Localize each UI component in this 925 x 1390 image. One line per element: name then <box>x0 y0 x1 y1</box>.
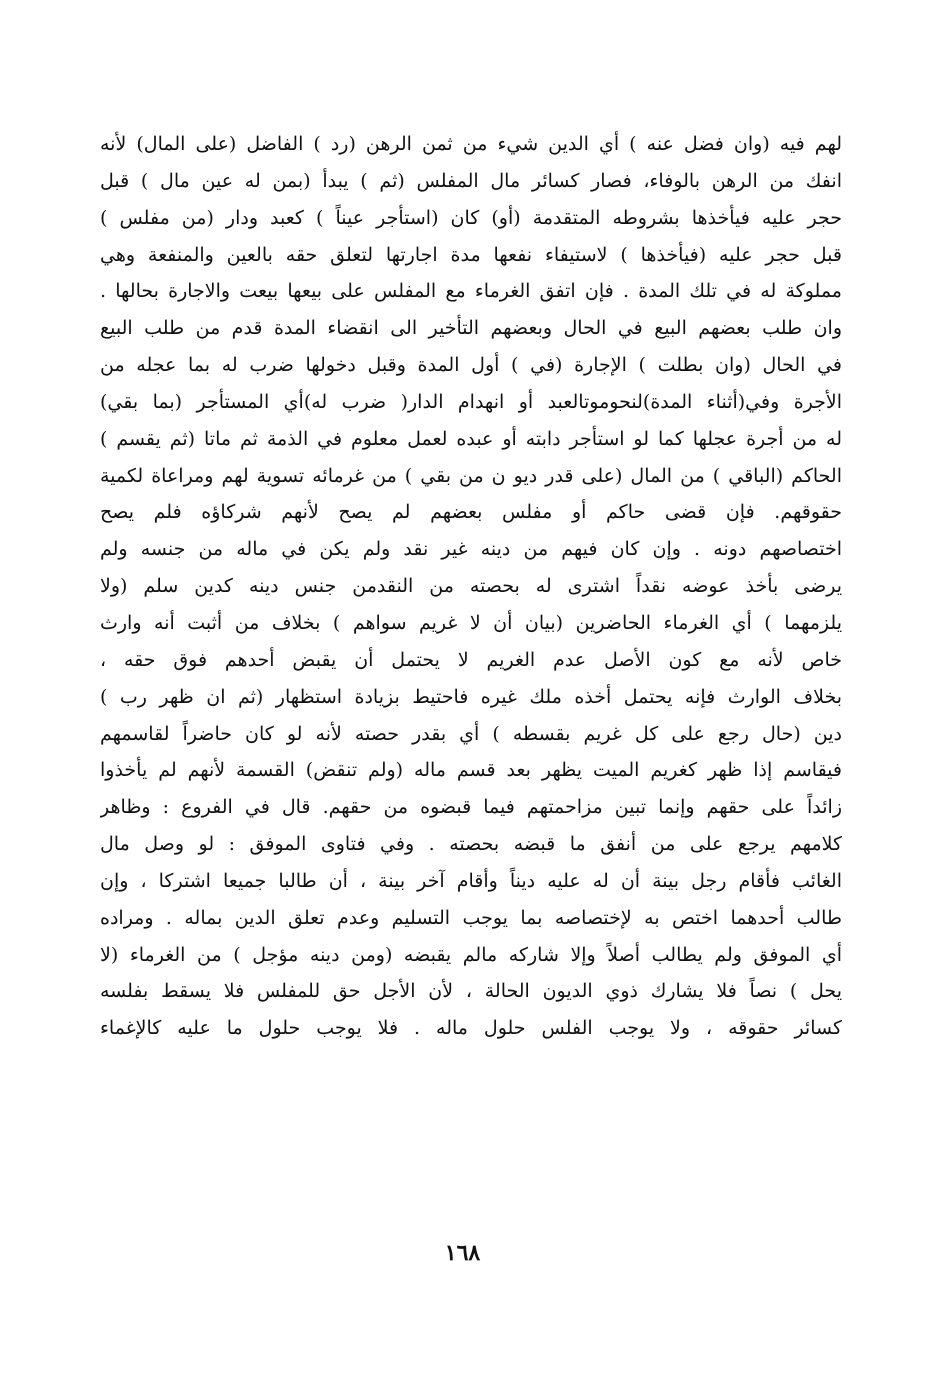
text-line: مملوكة له في تلك المدة . فإن اتفق الغرماء مع المفلس على بيعها بيعت والاجارة بحالها . <box>100 280 842 303</box>
text-line: وان طلب بعضهم البيع في الحال وبعضهم التأخير الى انقضاء المدة قدم من طلب البيع <box>100 317 842 340</box>
text-line: خاص لأنه مع كون الأصل عدم الغريم لا يحتمل أن يقبض أحدهم فوق حقه ، <box>100 648 842 671</box>
page-number: ١٦٨ <box>444 1240 481 1266</box>
text-line: اختصاصهم دونه . وإن كان فيهم من دينه غير نقد ولم يكن في ماله من جنسه ولم <box>100 538 842 561</box>
text-line: فيقاسم إذا ظهر كغريم الميت يظهر بعد قسم ماله (ولم تنقض) القسمة لأنهم لم يأخذوا <box>100 759 842 782</box>
body-text <box>100 126 842 1047</box>
text-line: الأجرة وفي(أثناء المدة)لنحوموتالعبد أو انهدام الدار( ضرب له)أي المستأجر (بما بقي) <box>100 390 842 413</box>
text-line: في الحال (وان بطلت ) الإجارة (في ) أول المدة وقبل دخولها ضرب له بما عجله من <box>100 354 842 377</box>
text-line: الحاكم (الباقي ) من المال (على قدر ديو ن من بقي ) من غرمائه تسوية لهم ومراعاة لكمية <box>100 464 842 487</box>
text-line: كلامهم يرجع على من أنفق ما قبضه بحصته . وفي فتاوى الموفق : لو وصل مال <box>100 833 842 856</box>
text-line: حجر عليه فيأخذها بشروطه المتقدمة (أو) كان (استأجر عيناً ) كعبد ودار (من مفلس ) <box>100 206 842 229</box>
text-line: يلزمهما ) أي الغرماء الحاضرين (بيان أن لا غريم سواهم ) بخلاف من أثبت أنه وارث <box>100 611 842 634</box>
text-line: حقوقهم. فإن قضى حاكم أو مفلس بعضهم لم يصح لأنهم شركاؤه فلم يصح <box>100 501 842 524</box>
text-line: يحل ) نصاً فلا يشارك ذوي الديون الحالة ، لأن الأجل حق للمفلس فلا يسقط بفلسه <box>100 980 842 1003</box>
text-line: قبل حجر عليه (فيأخذها ) لاستيفاء نفعها مدة اجارتها لتعلق حقه بالعين والمنفعة وهي <box>100 243 842 266</box>
text-line: انفك من الرهن بالوفاء، فصار كسائر مال المفلس (ثم ) يبدأ (بمن له عين مال ) قبل <box>100 169 842 192</box>
text-line: زائداً على حقهم وإنما تبين مزاحمتهم فيما قبضوه من حقهم. قال في الفروع : وظاهر <box>100 796 842 819</box>
text-line: له من أجرة عجلها كما لو استأجر دابته أو عبده لعمل معلوم في الذمة ثم ماتا (ثم يقسم ) <box>100 427 842 450</box>
text-line: الغائب فأقام رجل بينة أن له عليه ديناً وأقام آخر بينة ، أن طالبا جميعا اشتركا ، وإن <box>100 869 842 892</box>
text-line: أي الموفق ولم يطالب أصلاً وإلا شاركه مالم يقبضه (ومن دينه مؤجل ) من الغرماء (لا <box>100 943 842 966</box>
text-line: كسائر حقوقه ، ولا يوجب الفلس حلول ماله . فلا يوجب حلول ما عليه كالإغماء <box>100 1017 842 1040</box>
text-line: طالب أحدهما اختص به لإختصاصه بما يوجب التسليم وعدم تعلق الدين بماله . ومراده <box>100 906 842 929</box>
text-line: يرضى بأخذ عوضه نقداً اشترى له بحصته من النقدمن جنس دينه كدين سلم (ولا <box>100 575 842 598</box>
text-line: لهم فيه (وان فضل عنه ) أي الدين شيء من ثمن الرهن (رد ) الفاضل (على المال) لأنه <box>100 133 842 155</box>
text-line: بخلاف الوارث فإنه يحتمل أخذه ملك غيره فاحتيط بزيادة استظهار (ثم ان ظهر رب ) <box>100 685 842 708</box>
text-line: دين (حال رجع على كل غريم بقسطه ) أي بقدر حصته لأنه لو كان حاضراً لقاسمهم <box>100 722 842 745</box>
